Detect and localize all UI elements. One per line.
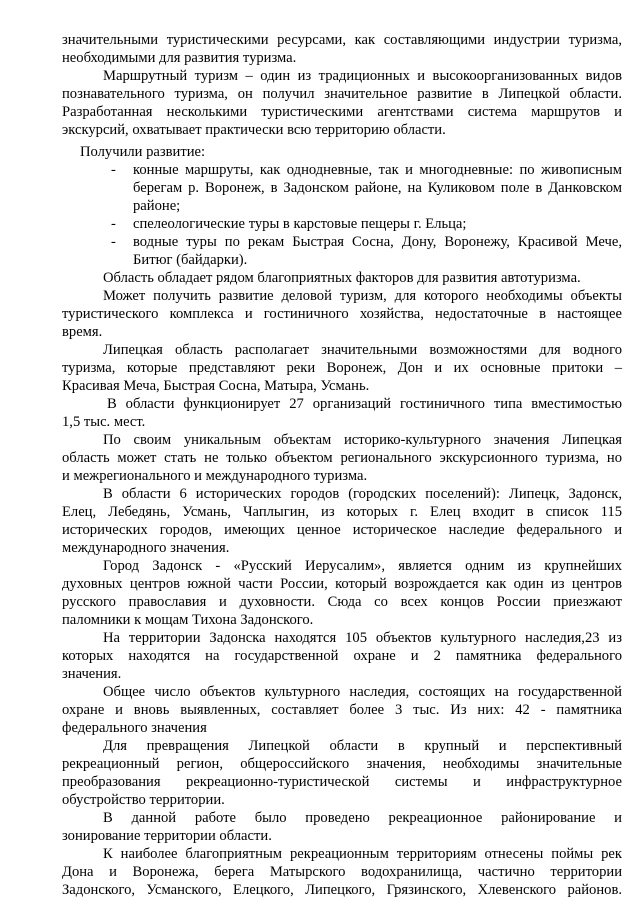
text-line: Елец, Лебедянь, Усмань, Чаплыгин, из которых г. Елец входит в список 115: [62, 504, 622, 520]
list-item: берегам р. Воронеж, в Задонском районе, на Куликовом поле в Данковском: [133, 180, 622, 196]
text-line: Липецкая область располагает значительными возможностями для водного: [103, 342, 622, 358]
bullet-marker: -: [111, 162, 116, 178]
text-line: экскурсий, охватывает практически всю территорию области.: [62, 122, 446, 138]
text-line: Маршрутный туризм – один из традиционных и высокоорганизованных видов: [103, 68, 622, 84]
text-line: значения.: [62, 666, 122, 682]
bullet-marker: -: [111, 216, 116, 232]
text-line: область может стать не только объектом регионального экскурсионного туризма, но: [62, 450, 622, 466]
text-line: федерального значения: [62, 720, 207, 736]
text-line: рекреационный регион, общероссийского значения, необходимы значительные: [62, 756, 622, 772]
text-line: К наиболее благоприятным рекреационным территориям отнесены поймы рек: [103, 846, 622, 862]
text-line: обустройство территории.: [62, 792, 225, 808]
text-line: туристического комплекса и гостиничного хозяйства, недостаточные в настоящее: [62, 306, 622, 322]
bullet-marker: -: [111, 234, 116, 250]
text-line: Для превращения Липецкой области в крупный и перспективный: [103, 738, 622, 754]
text-line: Задонского, Усманского, Елецкого, Липецкого, Грязинского, Хлевенского районов.: [62, 882, 622, 898]
text-line: время.: [62, 324, 103, 340]
text-line: В области функционирует 27 организаций гостиничного типа вместимостью: [107, 396, 622, 412]
text-line: На территории Задонска находятся 105 объектов культурного наследия,23 из: [103, 630, 622, 646]
text-line: и межрегионального и международного туризма.: [62, 468, 368, 484]
text-line: необходимыми для развития туризма.: [62, 50, 297, 66]
list-item: водные туры по рекам Быстрая Сосна, Дону, Воронежу, Красивой Мече,: [133, 234, 622, 250]
text-line: Может получить развитие деловой туризм, для которого необходимы объекты: [103, 288, 622, 304]
text-line: Получили развитие:: [80, 144, 206, 160]
text-line: По своим уникальным объектам историко-культурного значения Липецкая: [103, 432, 622, 448]
text-line: Общее число объектов культурного наследия, состоящих на государственной: [103, 684, 622, 700]
text-line: Красивая Меча, Быстрая Сосна, Матыра, Усмань.: [62, 378, 370, 394]
list-item: конные маршруты, как однодневные, так и многодневные: по живописным: [133, 162, 622, 178]
text-line: значительными туристическими ресурсами, как составляющими индустрии туризма,: [62, 32, 622, 48]
list-item: Битюг (байдарки).: [133, 252, 248, 268]
text-line: 1,5 тыс. мест.: [62, 414, 146, 430]
text-line: Область обладает рядом благоприятных факторов для развития автотуризма.: [103, 270, 581, 286]
text-line: зонирование территории области.: [62, 828, 272, 844]
text-line: международного значения.: [62, 540, 230, 556]
text-line: которых находятся на государственной охране и 2 памятника федерального: [62, 648, 622, 664]
list-item: районе;: [133, 198, 181, 214]
text-line: В области 6 исторических городов (городских поселений): Липецк, Задонск,: [103, 486, 622, 502]
text-line: В данной работе было проведено рекреационное районирование и: [103, 810, 622, 826]
text-line: духовных центров южной части России, который возрождается как один из центров: [62, 576, 622, 592]
text-line: туризма, которые представляют реки Воронеж, Дон и их основные притоки –: [62, 360, 622, 376]
text-line: преобразования рекреационно-туристической системы и инфраструктурное: [62, 774, 622, 790]
text-line: паломники к мощам Тихона Задонского.: [62, 612, 314, 628]
text-line: охране и вновь выявленных, составляет более 3 тыс. Из них: 42 - памятника: [62, 702, 622, 718]
list-item: спелеологические туры в карстовые пещеры г. Ельца;: [133, 216, 467, 232]
text-line: Город Задонск - «Русский Иерусалим», является одним из крупнейших: [103, 558, 622, 574]
text-line: Разработанная несколькими туристическими агентствами система маршрутов и: [62, 104, 622, 120]
text-line: исторических городов, имеющих ценное историческое наследие федерального и: [62, 522, 622, 538]
text-line: русского православия и духовности. Сюда со всех концов России приезжают: [62, 594, 622, 610]
text-line: познавательного туризма, он получил значительное развитие в Липецкой области.: [62, 86, 622, 102]
text-line: Дона и Воронежа, берега Матырского водохранилища, частично территории: [62, 864, 622, 880]
